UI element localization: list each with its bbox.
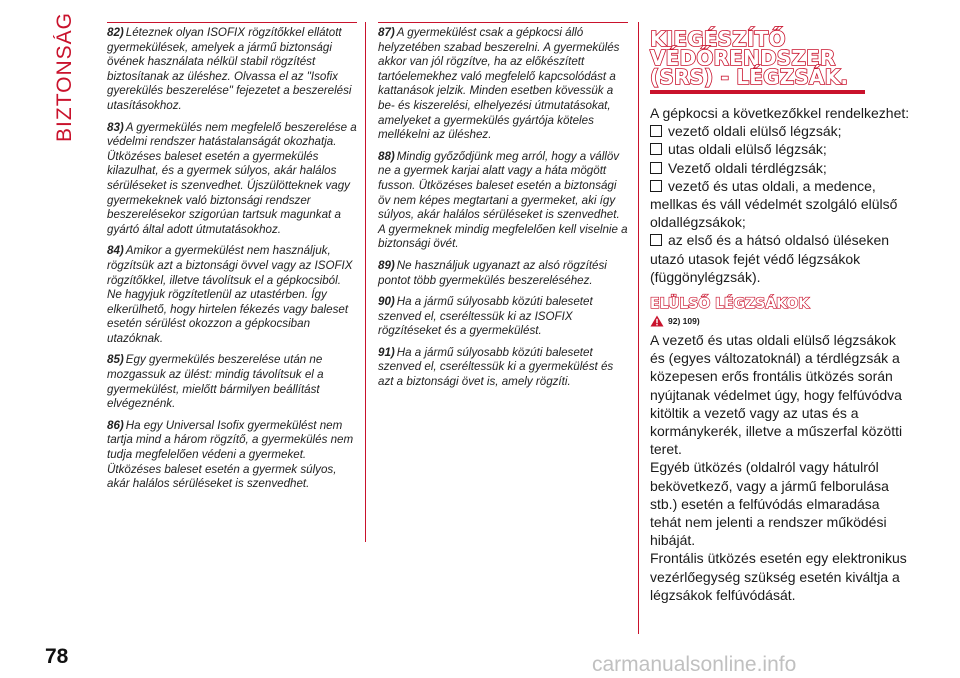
body-paragraphs xyxy=(650,331,910,604)
intro-text: A gépkocsi a következőkkel rendelkezhet: xyxy=(650,105,910,121)
note-text: Mindig győződjünk meg arról, hogy a vállöv ne a gyermek karjai alatt vagy a háta mögött fusson. Ütközéses baleset esetén a biztonsági öv nem képes megtartani a gyermeket, aki így súlyos, akár halálos sérüléseket is szenvedhet. A gyermeknek mindig megfelelően kell viselnie a biztonsági övét. xyxy=(378,149,628,251)
warnings-column-1 xyxy=(107,22,357,496)
warning-note xyxy=(378,147,628,252)
note-text: Ha a jármű súlyosabb közúti balesetet szenved el, cseréltessük ki az ISOFIX rögzítéseket és a gyermekülést. xyxy=(378,295,593,338)
note-text: Egy gyermekülés beszerelése után ne mozgassuk az ülést: mindig távolítsuk el a gyermekülést, mielőtt bármilyen beállítást elvégeznénk. xyxy=(107,353,324,411)
title-line: (SRS) - LÉGZSÁK. xyxy=(650,65,849,89)
note-text: Ha egy Universal Isofix gyermekülést nem tartja mind a három rögzítő, a gyermekülés nem tudja megfelelően védeni a gyermeket. Ütközéses baleset esetén a gyermek súlyos, akár halálos sérüléseket is szenvedhet. xyxy=(107,418,354,491)
note-number: 83) xyxy=(107,120,124,134)
note-text: Amikor a gyermekülést nem használjuk, rögzítsük azt a biztonsági övvel vagy az ISOFIX rögzítőkkel, illetve távolítsuk el a gépkocsiból. Ne hagyjuk rögzítetlenül az utastérben. Így elkerülhető, hogy hirtelen fékezés vagy baleset esetén sérülést okozzon a gépkocsiban utazóknak. xyxy=(107,244,353,345)
warning-note xyxy=(107,241,357,346)
paragraph: A vezető és utas oldali elülső légzsákok és (egyes változatoknál) a térdlégzsák a közepesen erős frontális ütközés során nyújtanak védelmet úgy, hogy felfúvódva kitöltik a vezető vagy az utas és a kormánykerék, illetve a műszerfal közötti teret. xyxy=(650,332,903,458)
column-divider xyxy=(365,22,366,542)
warning-note xyxy=(107,118,357,238)
title-underline xyxy=(650,90,865,94)
warning-note xyxy=(378,256,628,288)
warning-note xyxy=(378,343,628,390)
warning-note xyxy=(378,292,628,339)
paragraph: Egyéb ütközés (oldalról vagy hátulról bekövetkező, vagy a jármű felborulása stb.) esetén a felfúvódás elmaradása tehát nem jelenti a rendszer működési hibáját. xyxy=(650,459,889,549)
note-text: A gyermekülést csak a gépkocsi álló helyzetében szabad beszerelni. A gyermekülés akkor van jól rögzítve, ha az előkészített tartóelemekhez való megfelelő kapcsolódást a kattanások jelzik. Minden esetben kövessük a be- és kiszerelési, elhelyezési útmutatásokat, amelyeket a gyermekülés gyártója köteles mellékelni az üléshez. xyxy=(378,26,620,142)
section-title xyxy=(650,27,910,89)
section-side-label: BIZTONSÁG xyxy=(53,12,76,142)
warnings-column-2 xyxy=(378,22,628,394)
warning-note xyxy=(107,350,357,411)
list-item: vezető és utas oldali, a medence, mellkas és váll védelmét szolgáló elülső oldallégzsákok; xyxy=(650,177,910,232)
list-item: Vezető oldali térdlégzsák; xyxy=(650,159,910,177)
note-number: 86) xyxy=(107,418,124,432)
note-number: 89) xyxy=(378,258,395,272)
note-text: Léteznek olyan ISOFIX rögzítőkkel ellátott gyermekülések, amelyek a jármű biztonsági övének használata nélkül stabil rögzítést biztosítanak az üléshez. Olvassa el az "Isofix gyerekülés beszerelése" fejezetet a beszerelési utasításokhoz. xyxy=(107,26,352,112)
note-number: 91) xyxy=(378,345,395,359)
subsection-title: ELÜLSŐ LÉGZSÁKOK xyxy=(650,296,810,313)
warning-note xyxy=(107,23,357,114)
note-number: 90) xyxy=(378,295,395,309)
warning-reference xyxy=(650,315,910,327)
note-number: 84) xyxy=(107,244,124,258)
airbag-section xyxy=(650,27,910,604)
title-line: KIEGÉSZÍTŐ xyxy=(650,27,786,51)
note-number: 87) xyxy=(378,26,395,39)
intro-block xyxy=(650,104,910,286)
note-number: 82) xyxy=(107,26,124,39)
warning-triangle-icon xyxy=(650,315,664,327)
page-number: 78 xyxy=(45,645,69,668)
column-divider xyxy=(638,22,639,634)
paragraph: Frontális ütközés esetén egy elektronikus vezérlőegység szükség esetén kiváltja a légzsákok felfúvódását. xyxy=(650,550,907,603)
list-item: vezető oldali elülső légzsák; xyxy=(650,122,910,140)
note-text: Ne használjuk ugyanazt az alsó rögzítési pontot több gyermekülés beszereléséhez. xyxy=(378,258,607,287)
reference-numbers: 92) 109) xyxy=(668,316,700,327)
note-text: A gyermekülés nem megfelelő beszerelése a védelmi rendszer hatástalanságát okozhatja. Ütközéses baleset esetén a gyermekülés kilazulhat, és a gyermek súlyos, akár halálos sérüléseket is szenvedhet. Újszülötteknek vagy gyermekeknek való biztonsági rendszer beszerelésekor szigorúan tartsuk magunkat a gyártó által adott útmutatásokhoz. xyxy=(107,120,357,236)
note-number: 88) xyxy=(378,149,395,163)
list-item: utas oldali elülső légzsák; xyxy=(650,140,910,158)
watermark: carmanualsonline.info xyxy=(592,653,797,676)
warning-note xyxy=(378,23,628,143)
note-text: Ha a jármű súlyosabb közúti balesetet szenved el, cseréltessük ki a gyermekülést és azt a biztonsági övet is, amely rögzíti. xyxy=(378,345,614,389)
warning-note xyxy=(107,416,357,492)
title-line: VÉDŐRENDSZER xyxy=(650,46,836,70)
note-number: 85) xyxy=(107,353,124,367)
list-item: az első és a hátsó oldalsó üléseken utazó utasok fejét védő légzsákok (függönylégzsák). xyxy=(650,231,910,286)
